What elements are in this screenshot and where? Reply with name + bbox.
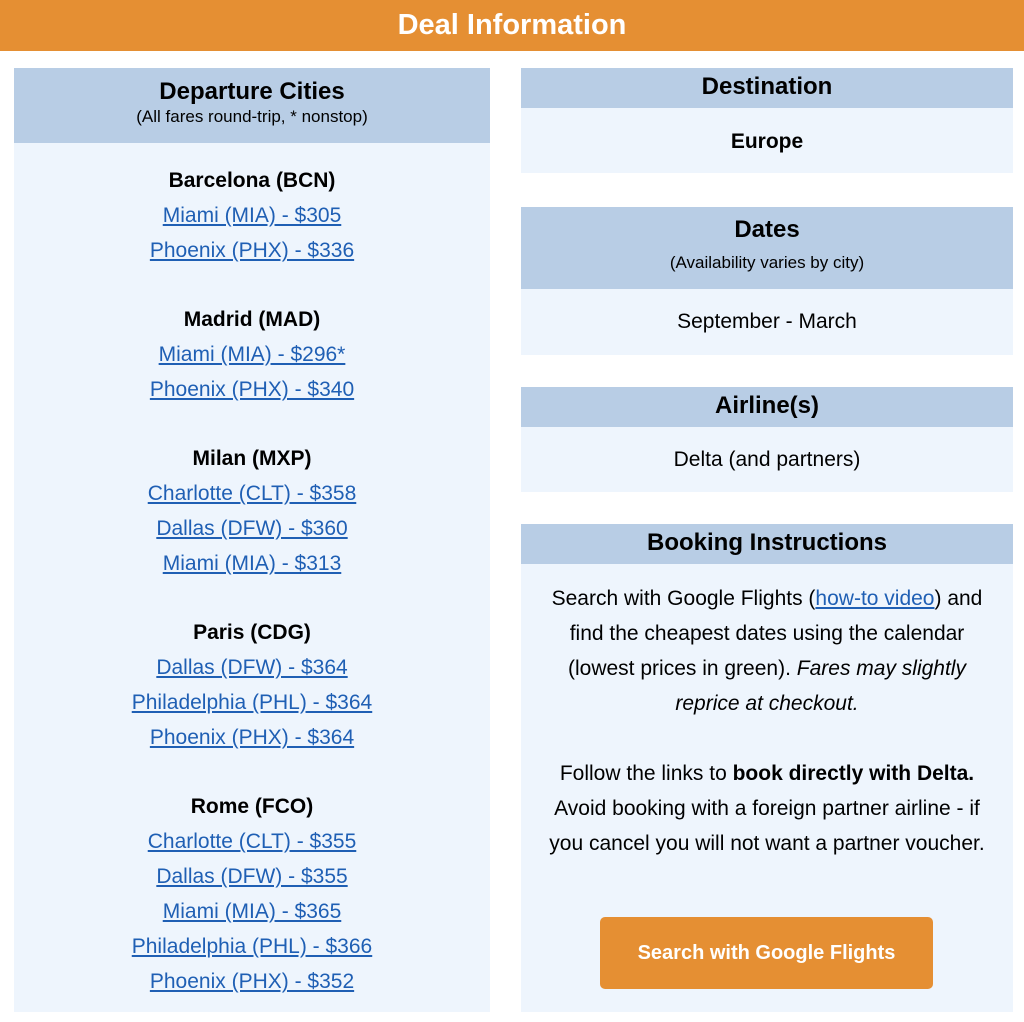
dates-panel xyxy=(521,207,1013,355)
fare-link[interactable]: Charlotte (CLT) - $358 xyxy=(147,482,357,505)
booking-instructions-title: Booking Instructions xyxy=(647,529,887,556)
fare-row xyxy=(14,824,490,859)
fare-row xyxy=(14,546,490,581)
instructions-p1-rest: ) and find the cheapest dates using the calendar (lowest prices in green). xyxy=(568,587,983,680)
fare-row xyxy=(14,372,490,407)
fare-link[interactable]: Phoenix (PHX) - $364 xyxy=(149,726,355,749)
dates-title: Dates xyxy=(734,216,800,243)
city-name: Paris (CDG) xyxy=(193,621,311,644)
fare-link[interactable]: Phoenix (PHX) - $340 xyxy=(149,378,355,401)
fare-link[interactable]: Phoenix (PHX) - $352 xyxy=(149,970,355,993)
departure-cities-header xyxy=(14,68,490,143)
instructions-p2-rest: Avoid booking with a foreign partner airline - if you cancel you will not want a partner voucher. xyxy=(549,797,985,855)
departure-cities-subtitle: (All fares round-trip, * nonstop) xyxy=(136,107,368,126)
city-group xyxy=(14,302,490,407)
city-name: Barcelona (BCN) xyxy=(168,169,336,192)
fare-row xyxy=(14,859,490,894)
fare-row xyxy=(14,337,490,372)
booking-instructions-text xyxy=(521,564,1013,861)
airline-title: Airline(s) xyxy=(714,392,819,419)
dates-value: September - March xyxy=(677,310,857,333)
fare-row xyxy=(14,233,490,268)
fare-link[interactable]: Dallas (DFW) - $355 xyxy=(156,865,348,888)
fare-row xyxy=(14,198,490,233)
fare-link[interactable]: Philadelphia (PHL) - $364 xyxy=(131,691,373,714)
city-name: Madrid (MAD) xyxy=(183,308,321,331)
city-name: Rome (FCO) xyxy=(190,795,314,818)
fare-link[interactable]: Dallas (DFW) - $360 xyxy=(156,517,348,540)
city-group xyxy=(14,163,490,268)
book-direct-emphasis: book directly with Delta. xyxy=(732,762,975,785)
instructions-p1-text: Search with Google Flights ( xyxy=(551,587,816,610)
city-name: Milan (MXP) xyxy=(192,447,312,470)
city-list xyxy=(14,143,490,999)
fare-link[interactable]: Miami (MIA) - $305 xyxy=(162,204,342,227)
dates-subtitle: (Availability varies by city) xyxy=(669,253,865,272)
fare-link[interactable]: Miami (MIA) - $365 xyxy=(162,900,342,923)
search-google-flights-button[interactable]: Search with Google Flights xyxy=(600,917,933,989)
departure-cities-panel xyxy=(14,68,490,1012)
destination-panel xyxy=(521,68,1013,173)
fare-row xyxy=(14,511,490,546)
departure-cities-title: Departure Cities xyxy=(159,78,345,105)
dates-header xyxy=(521,207,1013,289)
city-group xyxy=(14,615,490,755)
city-group xyxy=(14,789,490,999)
fare-link[interactable]: Miami (MIA) - $313 xyxy=(162,552,342,575)
fare-link[interactable]: Phoenix (PHX) - $336 xyxy=(149,239,355,262)
instructions-paragraph-1 xyxy=(549,581,985,721)
airline-header xyxy=(521,387,1013,427)
deal-information-banner xyxy=(0,0,1024,51)
fare-link[interactable]: Charlotte (CLT) - $355 xyxy=(147,830,357,853)
fare-link[interactable]: Dallas (DFW) - $364 xyxy=(156,656,348,679)
banner-title: Deal Information xyxy=(397,9,627,41)
fare-row xyxy=(14,685,490,720)
destination-value: Europe xyxy=(730,130,804,153)
fare-row xyxy=(14,964,490,999)
airline-value: Delta (and partners) xyxy=(673,448,861,471)
airline-panel xyxy=(521,387,1013,492)
fare-row xyxy=(14,476,490,511)
reprice-note: Fares may slightly reprice at checkout. xyxy=(675,657,966,715)
booking-instructions-header xyxy=(521,524,1013,564)
fare-row xyxy=(14,929,490,964)
destination-title: Destination xyxy=(701,73,833,100)
fare-row xyxy=(14,894,490,929)
instructions-p2-text: Follow the links to xyxy=(559,762,733,785)
instructions-paragraph-2 xyxy=(549,756,985,861)
city-group xyxy=(14,441,490,581)
fare-row xyxy=(14,650,490,685)
booking-instructions-panel xyxy=(521,524,1013,1012)
destination-header xyxy=(521,68,1013,108)
fare-row xyxy=(14,720,490,755)
how-to-video-link[interactable]: how-to video xyxy=(815,587,935,610)
fare-link[interactable]: Miami (MIA) - $296* xyxy=(158,343,346,366)
fare-link[interactable]: Philadelphia (PHL) - $366 xyxy=(131,935,373,958)
